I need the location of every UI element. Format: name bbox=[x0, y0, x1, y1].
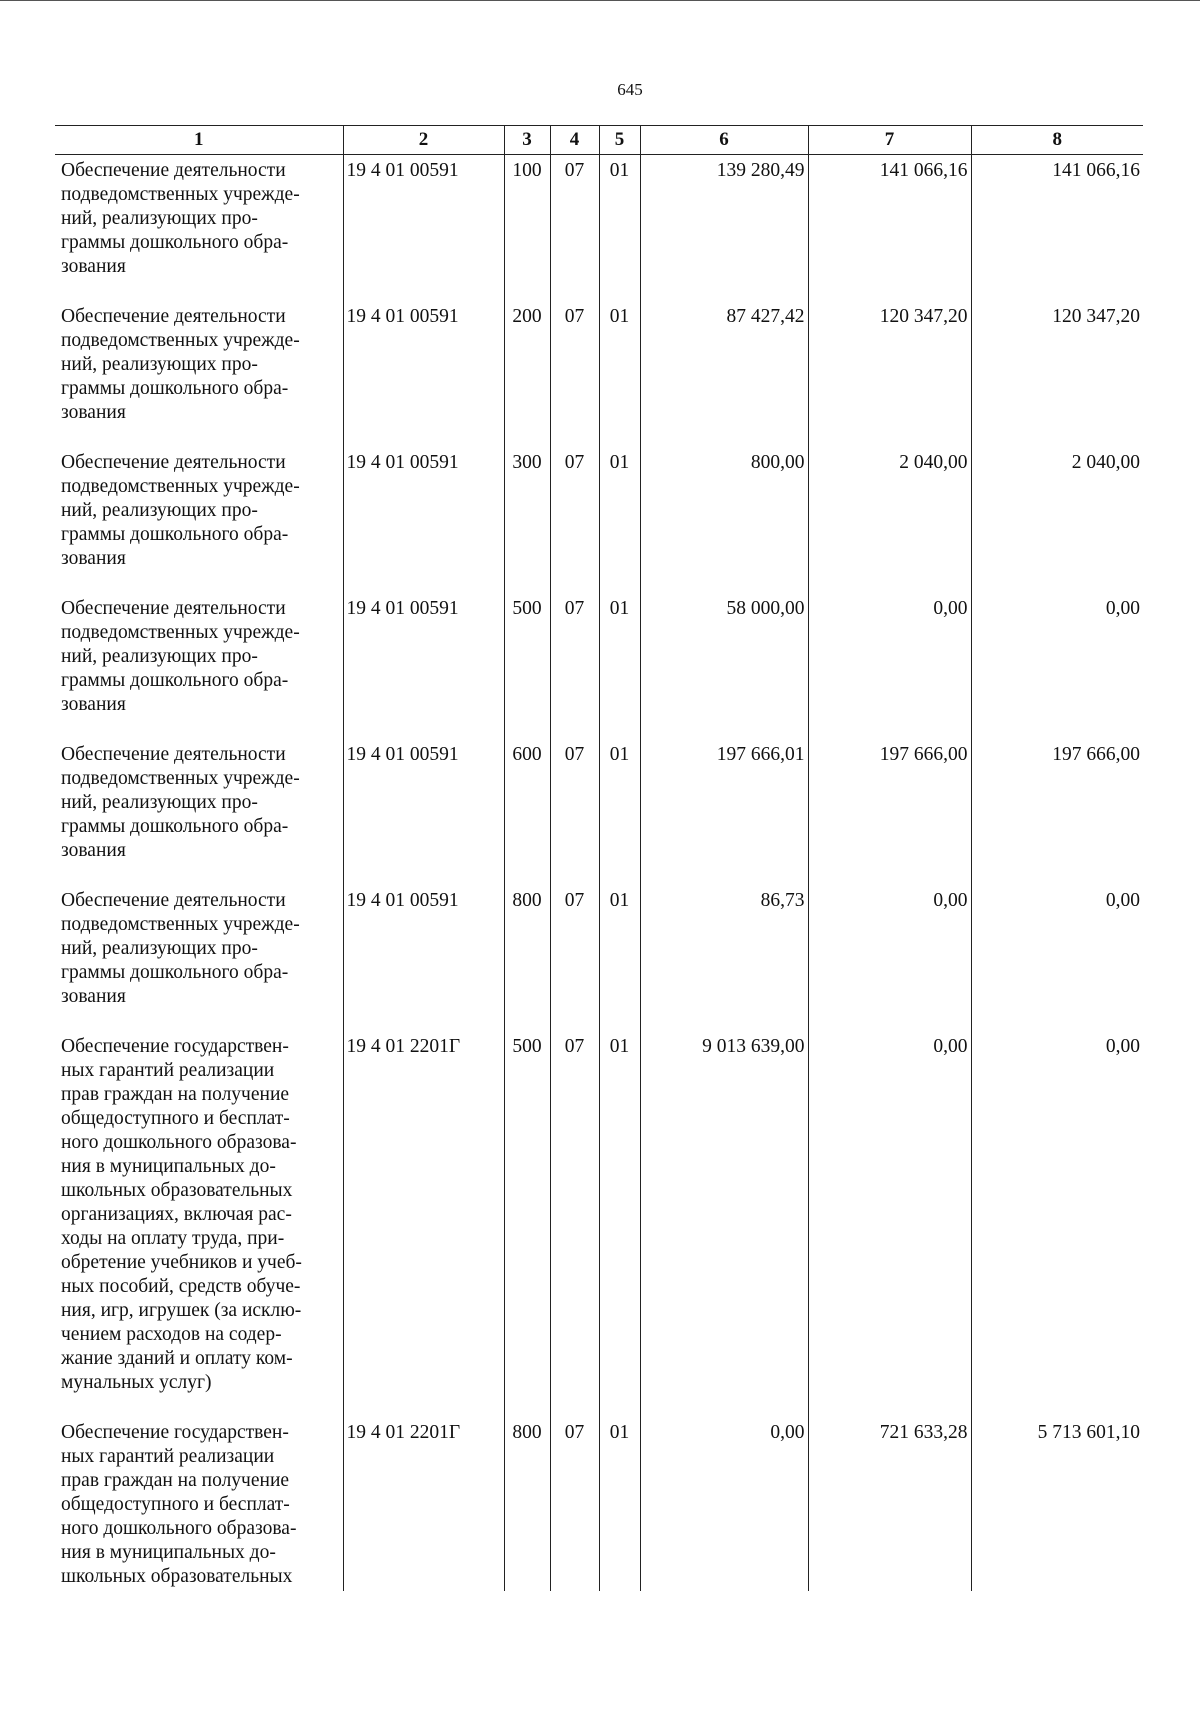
description-line: ния в муниципальных до- bbox=[61, 1542, 276, 1563]
vr-cell: 300 bbox=[504, 447, 550, 593]
rz-cell: 07 bbox=[550, 301, 599, 447]
description-line: ходы на оплату труда, при- bbox=[61, 1228, 285, 1249]
value-col7-cell: 721 633,28 bbox=[808, 1417, 971, 1591]
value-col6-cell: 9 013 639,00 bbox=[640, 1031, 808, 1417]
value-col8-cell: 0,00 bbox=[971, 593, 1143, 739]
code-cell: 19 4 01 00591 bbox=[343, 593, 504, 739]
value-col8-cell: 197 666,00 bbox=[971, 739, 1143, 885]
description-line: ний, реализующих про- bbox=[61, 354, 258, 375]
value-col6-cell: 0,00 bbox=[640, 1417, 808, 1591]
code-cell: 19 4 01 00591 bbox=[343, 739, 504, 885]
description-line: ний, реализующих про- bbox=[61, 500, 258, 521]
code-cell: 19 4 01 00591 bbox=[343, 155, 504, 302]
value-col7-cell: 197 666,00 bbox=[808, 739, 971, 885]
table-row bbox=[55, 155, 1143, 302]
description-line: граммы дошкольного обра- bbox=[61, 378, 289, 399]
col-header-6: 6 bbox=[640, 126, 808, 155]
description-line: зования bbox=[61, 256, 126, 277]
description-line: общедоступного и бесплат- bbox=[61, 1494, 290, 1515]
description-line: Обеспечение государствен- bbox=[61, 1422, 289, 1443]
table-row bbox=[55, 885, 1143, 1031]
code-cell: 19 4 01 2201Г bbox=[343, 1417, 504, 1591]
code-cell: 19 4 01 00591 bbox=[343, 885, 504, 1031]
description-line: школьных образовательных bbox=[61, 1566, 293, 1587]
value-col8-cell: 141 066,16 bbox=[971, 155, 1143, 302]
value-col7-cell: 0,00 bbox=[808, 593, 971, 739]
description-line: мунальных услуг) bbox=[61, 1372, 212, 1393]
vr-cell: 800 bbox=[504, 1417, 550, 1591]
code-cell: 19 4 01 00591 bbox=[343, 447, 504, 593]
row-description bbox=[55, 593, 343, 739]
description-line: подведомственных учрежде- bbox=[61, 768, 300, 789]
vr-cell: 500 bbox=[504, 593, 550, 739]
rz-cell: 07 bbox=[550, 447, 599, 593]
description-line: ний, реализующих про- bbox=[61, 938, 258, 959]
pr-cell: 01 bbox=[599, 885, 640, 1031]
value-col8-cell: 0,00 bbox=[971, 885, 1143, 1031]
value-col6-cell: 139 280,49 bbox=[640, 155, 808, 302]
value-col6-cell: 800,00 bbox=[640, 447, 808, 593]
description-line: ний, реализующих про- bbox=[61, 792, 258, 813]
col-header-7: 7 bbox=[808, 126, 971, 155]
value-col7-cell: 0,00 bbox=[808, 1031, 971, 1417]
description-line: ных гарантий реализации bbox=[61, 1060, 275, 1081]
value-col7-cell: 141 066,16 bbox=[808, 155, 971, 302]
value-col8-cell: 5 713 601,10 bbox=[971, 1417, 1143, 1591]
description-line: чением расходов на содер- bbox=[61, 1324, 282, 1345]
description-line: Обеспечение деятельности bbox=[61, 452, 286, 473]
col-header-1: 1 bbox=[55, 126, 343, 155]
vr-cell: 500 bbox=[504, 1031, 550, 1417]
description-line: общедоступного и бесплат- bbox=[61, 1108, 290, 1129]
description-line: ний, реализующих про- bbox=[61, 208, 258, 229]
description-line: Обеспечение деятельности bbox=[61, 890, 286, 911]
description-line: школьных образовательных bbox=[61, 1180, 293, 1201]
pr-cell: 01 bbox=[599, 155, 640, 302]
description-line: ных гарантий реализации bbox=[61, 1446, 275, 1467]
page-number: 645 bbox=[617, 80, 643, 99]
description-line: организациях, включая рас- bbox=[61, 1204, 292, 1225]
description-line: ных пособий, средств обуче- bbox=[61, 1276, 301, 1297]
value-col6-cell: 197 666,01 bbox=[640, 739, 808, 885]
col-header-3: 3 bbox=[504, 126, 550, 155]
description-line: зования bbox=[61, 986, 126, 1007]
rz-cell: 07 bbox=[550, 739, 599, 885]
row-description bbox=[55, 1417, 343, 1591]
value-col7-cell: 120 347,20 bbox=[808, 301, 971, 447]
row-description bbox=[55, 1031, 343, 1417]
pr-cell: 01 bbox=[599, 1031, 640, 1417]
vr-cell: 800 bbox=[504, 885, 550, 1031]
table-row bbox=[55, 593, 1143, 739]
description-line: подведомственных учрежде- bbox=[61, 622, 300, 643]
col-header-4: 4 bbox=[550, 126, 599, 155]
header-row bbox=[55, 126, 1143, 155]
table-row bbox=[55, 301, 1143, 447]
description-line: граммы дошкольного обра- bbox=[61, 670, 289, 691]
value-col6-cell: 87 427,42 bbox=[640, 301, 808, 447]
description-line: подведомственных учрежде- bbox=[61, 330, 300, 351]
budget-table bbox=[55, 125, 1143, 1591]
row-description bbox=[55, 155, 343, 302]
description-line: Обеспечение деятельности bbox=[61, 160, 286, 181]
description-line: Обеспечение деятельности bbox=[61, 598, 286, 619]
description-line: ния в муниципальных до- bbox=[61, 1156, 276, 1177]
description-line: ния, игр, игрушек (за исклю- bbox=[61, 1300, 302, 1321]
rz-cell: 07 bbox=[550, 155, 599, 302]
vr-cell: 100 bbox=[504, 155, 550, 302]
description-line: граммы дошкольного обра- bbox=[61, 962, 289, 983]
description-line: подведомственных учрежде- bbox=[61, 184, 300, 205]
col-header-2: 2 bbox=[343, 126, 504, 155]
pr-cell: 01 bbox=[599, 593, 640, 739]
description-line: зования bbox=[61, 548, 126, 569]
col-header-8: 8 bbox=[971, 126, 1143, 155]
table-row bbox=[55, 1417, 1143, 1591]
value-col8-cell: 0,00 bbox=[971, 1031, 1143, 1417]
description-line: подведомственных учрежде- bbox=[61, 914, 300, 935]
code-cell: 19 4 01 2201Г bbox=[343, 1031, 504, 1417]
pr-cell: 01 bbox=[599, 301, 640, 447]
value-col8-cell: 120 347,20 bbox=[971, 301, 1143, 447]
row-description bbox=[55, 739, 343, 885]
vr-cell: 200 bbox=[504, 301, 550, 447]
table-row bbox=[55, 739, 1143, 885]
code-cell: 19 4 01 00591 bbox=[343, 301, 504, 447]
row-description bbox=[55, 885, 343, 1031]
description-line: подведомственных учрежде- bbox=[61, 476, 300, 497]
rz-cell: 07 bbox=[550, 1417, 599, 1591]
rz-cell: 07 bbox=[550, 593, 599, 739]
description-line: зования bbox=[61, 840, 126, 861]
description-line: прав граждан на получение bbox=[61, 1470, 290, 1491]
table-row bbox=[55, 447, 1143, 593]
value-col8-cell: 2 040,00 bbox=[971, 447, 1143, 593]
description-line: зования bbox=[61, 694, 126, 715]
description-line: Обеспечение деятельности bbox=[61, 744, 286, 765]
value-col7-cell: 2 040,00 bbox=[808, 447, 971, 593]
row-description bbox=[55, 301, 343, 447]
description-line: ного дошкольного образова- bbox=[61, 1518, 297, 1539]
description-line: Обеспечение государствен- bbox=[61, 1036, 289, 1057]
top-border-line bbox=[0, 0, 1200, 1]
description-line: прав граждан на получение bbox=[61, 1084, 290, 1105]
value-col6-cell: 86,73 bbox=[640, 885, 808, 1031]
table-body bbox=[55, 155, 1143, 1592]
description-line: граммы дошкольного обра- bbox=[61, 232, 289, 253]
description-line: ний, реализующих про- bbox=[61, 646, 258, 667]
table-row bbox=[55, 1031, 1143, 1417]
rz-cell: 07 bbox=[550, 885, 599, 1031]
pr-cell: 01 bbox=[599, 739, 640, 885]
description-line: ного дошкольного образова- bbox=[61, 1132, 297, 1153]
description-line: жание зданий и оплату ком- bbox=[61, 1348, 293, 1369]
description-line: Обеспечение деятельности bbox=[61, 306, 286, 327]
row-description bbox=[55, 447, 343, 593]
description-line: обретение учебников и учеб- bbox=[61, 1252, 302, 1273]
rz-cell: 07 bbox=[550, 1031, 599, 1417]
description-line: зования bbox=[61, 402, 126, 423]
vr-cell: 600 bbox=[504, 739, 550, 885]
description-line: граммы дошкольного обра- bbox=[61, 816, 289, 837]
col-header-5: 5 bbox=[599, 126, 640, 155]
value-col7-cell: 0,00 bbox=[808, 885, 971, 1031]
pr-cell: 01 bbox=[599, 447, 640, 593]
description-line: граммы дошкольного обра- bbox=[61, 524, 289, 545]
value-col6-cell: 58 000,00 bbox=[640, 593, 808, 739]
pr-cell: 01 bbox=[599, 1417, 640, 1591]
